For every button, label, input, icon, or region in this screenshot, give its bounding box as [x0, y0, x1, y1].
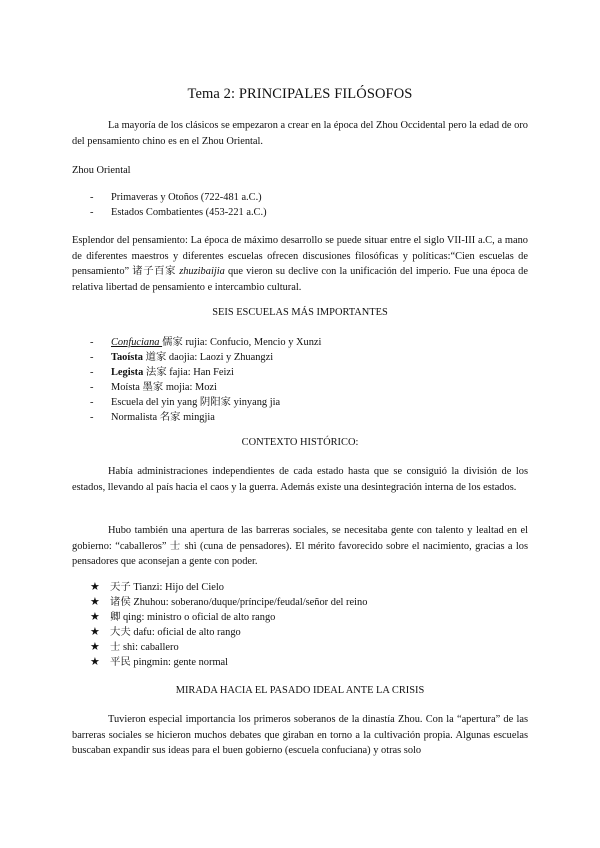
escuela-name: Taoísta	[111, 352, 143, 363]
list-item: ★ 士 shì: caballero	[90, 641, 179, 653]
page-title: Tema 2: PRINCIPALES FILÓSOFOS	[187, 86, 413, 102]
jerarquia-list	[90, 580, 367, 670]
list-item: ★ 平民 pingmin: gente normal	[90, 656, 229, 668]
star-icon: ★	[90, 581, 100, 593]
list-item: - Moísta 墨家 mojia: Mozi	[90, 380, 321, 395]
zhou-oriental-heading: Zhou Oriental	[72, 165, 131, 176]
contexto-paragraph-2: Hubo también una apertura de las barreras sociales, se necesitaba gente con talento y lealtad en el gobierno: “caballeros” 士 shì (cuna de pensadores). El mérito favorecido sobre el nacimiento, gracias a los pensadores que aconsejan a gente con poder.	[72, 525, 528, 567]
seis-escuelas-heading: SEIS ESCUELAS MÁS IMPORTANTES	[212, 307, 388, 318]
star-icon: ★	[90, 611, 100, 623]
list-item: - Primaveras y Otoños (722-481 a.C.)	[90, 190, 267, 205]
intro-paragraph: La mayoría de los clásicos se empezaron a crear en la época del Zhou Occidental pero la edad de oro del pensamiento chino es en el Zhou Oriental.	[72, 120, 528, 147]
esplendor-paragraph: Esplendor del pensamiento: La época de máximo desarrollo se puede situar entre el siglo VII-III a.C, a mano de diferentes maestros y diferentes escuelas ofrecen discusiones filosóficas y políticas:“Cien escuelas de pensamiento” 诸子百家 zhuzibaijia que vieron su declive con la unificación del imperio. Fue una época de relativa libertad de pensamiento e intercambio cultural.	[72, 235, 528, 293]
list-item: - Normalista 名家 mingjia	[90, 410, 321, 425]
list-item: - Taoísta 道家 daojia: Laozi y Zhuangzi	[90, 350, 321, 365]
list-item: ★ 诸侯 Zhuhou: soberano/duque/príncipe/feudal/señor del reino	[90, 596, 368, 608]
mirada-heading: MIRADA HACIA EL PASADO IDEAL ANTE LA CRISIS	[175, 685, 425, 696]
list-item: - Legista 法家 fajia: Han Feizi	[90, 365, 321, 380]
escuelas-list	[90, 335, 321, 425]
escuela-name: Confuciana	[111, 337, 163, 348]
zhou-oriental-list	[90, 190, 267, 220]
mirada-paragraph: Tuvieron especial importancia los primeros soberanos de la dinastía Zhou. Con la “apertura” de las barreras sociales se hicieron muchos debates que giraban en torno a la cultivación propia. Algunas escuelas buscaban expandir sus ideas para el buen gobierno (escuela confuciana) y otras solo	[72, 714, 528, 756]
escuela-name: Legista	[111, 367, 144, 378]
star-icon: ★	[90, 656, 100, 668]
star-icon: ★	[90, 626, 100, 638]
list-item: ★ 天子 Tianzi: Hijo del Cielo	[90, 581, 224, 593]
list-item: ★ 大夫 dafu: oficial de alto rango	[90, 626, 241, 638]
contexto-paragraph-1: Había administraciones independientes de cada estado hasta que se consiguió la división de los estados, llevando al país hacia el caos y la guerra. Además existe una desintegración interna de los estados.	[72, 466, 528, 493]
list-item: - Estados Combatientes (453-221 a.C.)	[90, 205, 267, 220]
star-icon: ★	[90, 641, 100, 653]
list-item: - Escuela del yin yang 阴阳家 yinyang jia	[90, 395, 321, 410]
list-item: ★ 卿 qing: ministro o oficial de alto rango	[90, 611, 276, 623]
list-item: - Confuciana 儒家 rujia: Confucio, Mencio y Xunzi	[90, 335, 321, 350]
contexto-heading: CONTEXTO HISTÓRICO:	[241, 437, 359, 448]
star-icon: ★	[90, 596, 100, 608]
